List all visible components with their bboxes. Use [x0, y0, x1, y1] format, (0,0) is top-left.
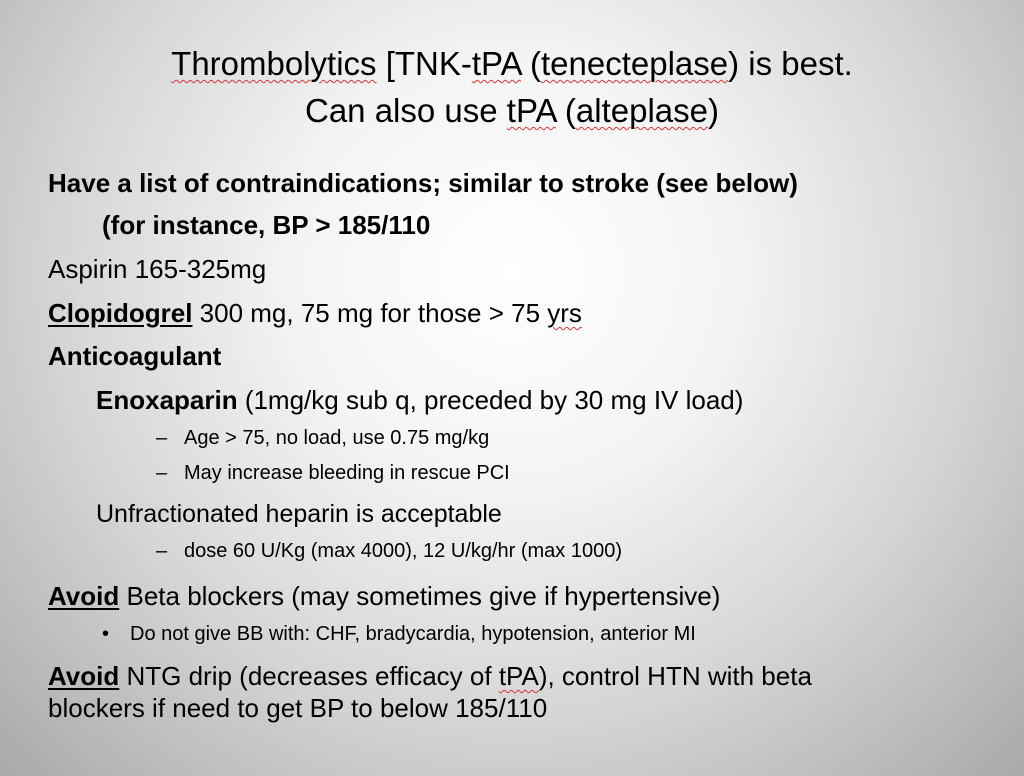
clopidogrel-line [48, 298, 582, 329]
bb-sub [102, 623, 696, 646]
title-text: ( [555, 92, 576, 129]
avoid-label: Avoid [48, 581, 120, 611]
title-line-1 [0, 40, 1024, 87]
slide-title [0, 40, 1024, 134]
clopidogrel-dose: 300 mg, 75 mg for those > 75 [192, 298, 548, 328]
aspirin-line: Aspirin 165-325mg [48, 254, 267, 284]
enoxaparin-sub-2-text: May increase bleeding in rescue PCI [184, 462, 510, 484]
title-word-tenecteplase: tenecteplase [540, 45, 729, 82]
avoid-ntg-text-2: ), control HTN with beta [538, 661, 812, 691]
title-line-2 [0, 87, 1024, 134]
title-text: [TNK- [376, 45, 472, 82]
bp-line: (for instance, BP > 185/110 [102, 210, 431, 240]
title-word-thrombolytics: Thrombolytics [171, 45, 377, 82]
title-word-tpa-2: tPA [506, 92, 556, 129]
enoxaparin-label: Enoxaparin [96, 385, 238, 415]
title-text: ( [520, 45, 541, 82]
avoid-ntg-text: NTG drip (decreases efficacy of [119, 661, 499, 691]
avoid-label-2: Avoid [48, 661, 120, 691]
avoid-ntg-line [48, 661, 812, 692]
dash-bullet: – [156, 462, 168, 484]
title-text: Can also use [305, 92, 507, 129]
dot-bullet: • [102, 623, 110, 645]
enoxaparin-sub-1 [156, 427, 489, 450]
enoxaparin-sub-1-text: Age > 75, no load, use 0.75 mg/kg [184, 427, 490, 449]
heparin-line: Unfractionated heparin is acceptable [96, 500, 502, 528]
heparin-sub [156, 540, 622, 563]
dash-bullet: – [156, 540, 168, 562]
enoxaparin-dose: (1mg/kg sub q, preceded by 30 mg IV load) [237, 385, 744, 415]
bb-sub-text: Do not give BB with: CHF, bradycardia, hypotension, anterior MI [130, 623, 696, 645]
title-word-tpa: tPA [471, 45, 521, 82]
enoxaparin-line [96, 385, 743, 416]
dash-bullet: – [156, 427, 168, 449]
enoxaparin-sub-2 [156, 462, 510, 485]
avoid-beta-blockers-text: Beta blockers (may sometimes give if hypertensive) [119, 581, 721, 611]
anticoagulant-heading: Anticoagulant [48, 341, 222, 371]
title-text: ) is best. [728, 45, 853, 82]
clopidogrel-yrs: yrs [547, 298, 582, 328]
avoid-beta-blockers-line [48, 581, 720, 612]
title-word-alteplase: alteplase [575, 92, 708, 129]
avoid-ntg-tpa: tPA [498, 661, 539, 691]
avoid-ntg-line-2: blockers if need to get BP to below 185/110 [48, 693, 548, 723]
title-text: ) [708, 92, 719, 129]
clopidogrel-label: Clopidogrel [48, 298, 193, 328]
heparin-sub-text: dose 60 U/Kg (max 4000), 12 U/kg/hr (max 1000) [184, 540, 622, 562]
contraindications-line: Have a list of contraindications; similar to stroke (see below) [48, 168, 798, 198]
